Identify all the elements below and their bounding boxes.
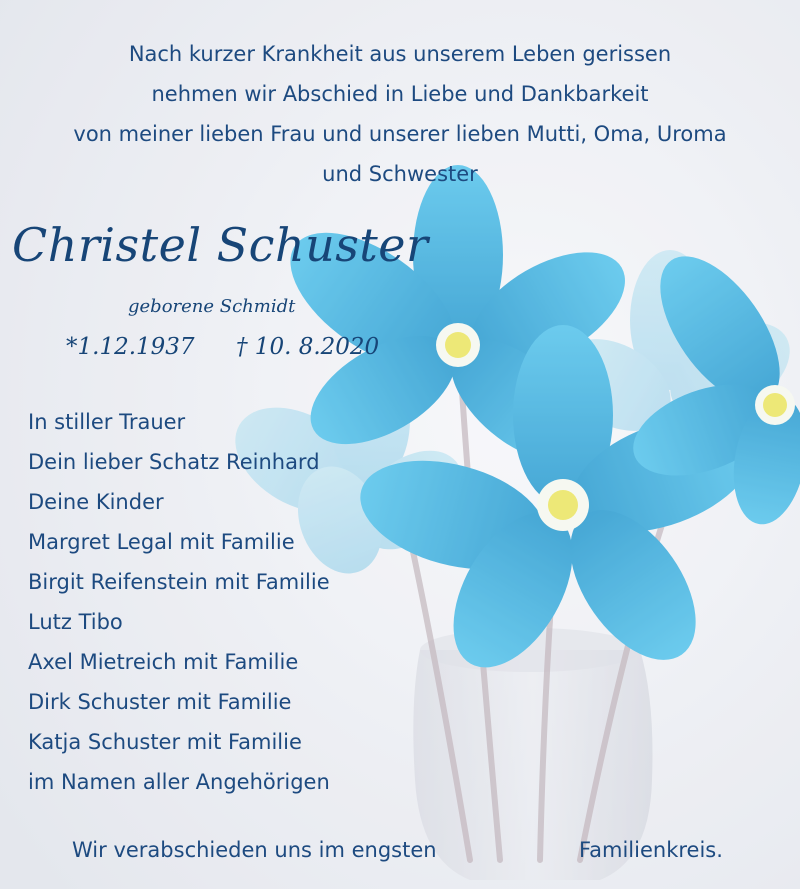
birth-date: *1.12.1937	[66, 334, 195, 360]
mourners-list	[28, 402, 330, 802]
mourner-line: Lutz Tibo	[28, 610, 123, 634]
mourner-line: Margret Legal mit Familie	[28, 530, 295, 554]
mourner-line: im Namen aller Angehörigen	[28, 770, 330, 794]
mourner-line: Katja Schuster mit Familie	[28, 730, 302, 754]
deceased-name: Christel Schuster	[12, 218, 429, 272]
death-date: † 10. 8.2020	[236, 334, 380, 360]
mourner-line: Dirk Schuster mit Familie	[28, 690, 292, 714]
mourner-line: In stiller Trauer	[28, 410, 186, 434]
intro-line: Nach kurzer Krankheit aus unserem Leben gerissen	[128, 42, 672, 66]
intro-text	[0, 34, 800, 194]
mourner-line: Birgit Reifenstein mit Familie	[28, 570, 330, 594]
footer-text-right: Familienkreis.	[579, 838, 723, 862]
intro-line: nehmen wir Abschied in Liebe und Dankbarkeit	[151, 82, 649, 106]
intro-line: und Schwester	[322, 162, 478, 186]
mourner-line: Dein lieber Schatz Reinhard	[28, 450, 320, 474]
footer-text-left: Wir verabschieden uns im engsten	[72, 838, 437, 862]
intro-line: von meiner lieben Frau und unserer lieben Mutti, Oma, Uroma	[73, 122, 727, 146]
mourner-line: Deine Kinder	[28, 490, 164, 514]
mourner-line: Axel Mietreich mit Familie	[28, 650, 299, 674]
birth-name: geborene Schmidt	[128, 296, 296, 317]
